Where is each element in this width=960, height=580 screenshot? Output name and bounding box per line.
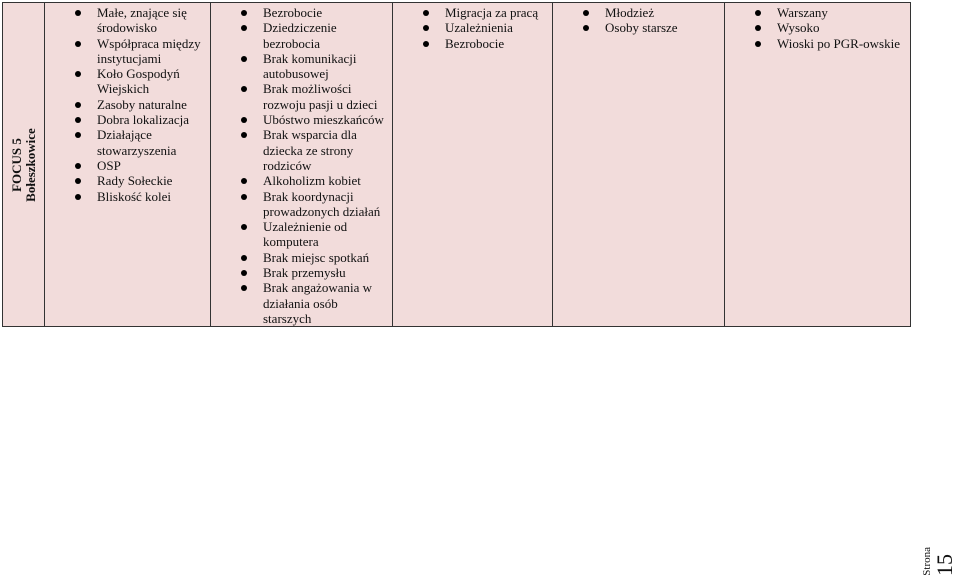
bullet-icon bbox=[75, 102, 81, 108]
target-groups-cell bbox=[553, 3, 725, 327]
bullet-icon bbox=[241, 56, 247, 62]
list-item-text: Bliskość kolei bbox=[97, 188, 172, 204]
bullet-icon bbox=[241, 86, 247, 92]
list-item-text: Uzależnienie od komputera bbox=[263, 219, 348, 250]
bullet-icon bbox=[241, 10, 247, 16]
list-item bbox=[211, 5, 388, 20]
list-item bbox=[211, 20, 388, 51]
list-item bbox=[45, 127, 206, 158]
list-item-text: Bezrobocie bbox=[445, 35, 505, 51]
list-item bbox=[211, 127, 388, 173]
list-item bbox=[211, 250, 388, 265]
strengths-cell bbox=[45, 3, 211, 327]
page-word: Strona bbox=[921, 547, 933, 576]
bullet-icon bbox=[75, 194, 81, 200]
list-item-text: Uzależnienia bbox=[445, 20, 513, 36]
list-item bbox=[45, 36, 206, 67]
list-item-text: Ubóstwo mieszkańców bbox=[263, 112, 384, 128]
list-item bbox=[553, 20, 720, 35]
list-item-text: Osoby starsze bbox=[605, 20, 678, 36]
list-item bbox=[211, 219, 388, 250]
list-item-text: Brak możliwości rozwoju pasji u dzieci bbox=[263, 81, 378, 112]
list-item bbox=[211, 81, 388, 112]
bullet-icon bbox=[241, 117, 247, 123]
list-item-text: Alkoholizm kobiet bbox=[263, 173, 361, 189]
list-item-text: Brak angażowania w działania osób starszych bbox=[263, 280, 373, 326]
bullet-icon bbox=[75, 163, 81, 169]
list-item-text: Wysoko bbox=[777, 20, 820, 36]
list-item bbox=[725, 36, 906, 51]
bullet-icon bbox=[583, 25, 589, 31]
list-item bbox=[725, 20, 906, 35]
list-item bbox=[393, 36, 548, 51]
bullet-icon bbox=[241, 178, 247, 184]
threats-cell bbox=[393, 3, 553, 327]
list-item-text: Dobra lokalizacja bbox=[97, 112, 190, 128]
locations-cell bbox=[725, 3, 911, 327]
list-item-text: Rady Sołeckie bbox=[97, 173, 173, 189]
locations-list bbox=[725, 5, 910, 51]
bullet-icon bbox=[755, 41, 761, 47]
list-item bbox=[211, 265, 388, 280]
bullet-icon bbox=[75, 117, 81, 123]
list-item-text: Wioski po PGR-owskie bbox=[777, 35, 900, 51]
list-item bbox=[725, 5, 906, 20]
weaknesses-cell bbox=[211, 3, 393, 327]
list-item bbox=[211, 280, 388, 326]
bullet-icon bbox=[755, 10, 761, 16]
list-item-text: Brak miejsc spotkań bbox=[263, 249, 370, 265]
list-item-text: Działające stowarzyszenia bbox=[97, 127, 177, 158]
bullet-icon bbox=[423, 41, 429, 47]
page-number: 15 bbox=[932, 554, 957, 576]
bullet-icon bbox=[241, 132, 247, 138]
bullet-icon bbox=[583, 10, 589, 16]
strengths-list bbox=[45, 5, 210, 204]
focus-cell bbox=[3, 3, 45, 327]
threats-list bbox=[393, 5, 552, 51]
list-item bbox=[211, 189, 388, 220]
list-item bbox=[393, 20, 548, 35]
page-footer bbox=[922, 547, 956, 576]
focus-label bbox=[10, 128, 38, 202]
list-item-text: Brak koordynacji prowadzonych działań bbox=[263, 188, 381, 219]
list-item-text: Koło Gospodyń Wiejskich bbox=[97, 66, 180, 97]
bullet-icon bbox=[75, 132, 81, 138]
list-item bbox=[211, 51, 388, 82]
bullet-icon bbox=[241, 255, 247, 261]
list-item-text: Zasoby naturalne bbox=[97, 96, 187, 112]
list-item-text: Brak wsparcia dla dziecka ze strony rodziców bbox=[263, 127, 357, 173]
list-item-text: Bezrobocie bbox=[263, 5, 323, 20]
list-item-text: Brak przemysłu bbox=[263, 265, 346, 281]
bullet-icon bbox=[241, 270, 247, 276]
list-item bbox=[211, 112, 388, 127]
bullet-icon bbox=[75, 71, 81, 77]
list-item bbox=[45, 173, 206, 188]
list-item bbox=[45, 97, 206, 112]
list-item-text: Współpraca między instytucjami bbox=[97, 35, 201, 66]
bullet-icon bbox=[423, 25, 429, 31]
bullet-icon bbox=[241, 194, 247, 200]
weaknesses-list bbox=[211, 5, 392, 326]
bullet-icon bbox=[423, 10, 429, 16]
list-item bbox=[393, 5, 548, 20]
list-item bbox=[553, 5, 720, 20]
list-item-text: Warszany bbox=[777, 5, 828, 20]
bullet-icon bbox=[75, 10, 81, 16]
list-item-text: Małe, znające się środowisko bbox=[97, 5, 187, 36]
bullet-icon bbox=[75, 178, 81, 184]
bullet-icon bbox=[755, 25, 761, 31]
bullet-icon bbox=[241, 224, 247, 230]
list-item bbox=[211, 173, 388, 188]
list-item-text: Migracja za pracą bbox=[445, 5, 539, 20]
list-item-text: Młodzież bbox=[605, 5, 655, 20]
list-item-text: OSP bbox=[97, 157, 121, 173]
target-groups-list bbox=[553, 5, 724, 36]
list-item-text: Dziedziczenie bezrobocia bbox=[263, 20, 337, 51]
list-item bbox=[45, 112, 206, 127]
bullet-icon bbox=[241, 285, 247, 291]
list-item bbox=[45, 66, 206, 97]
focus-table bbox=[2, 2, 911, 327]
list-item bbox=[45, 189, 206, 204]
focus-title: FOCUS 5 bbox=[8, 137, 24, 192]
table-row bbox=[3, 3, 911, 327]
list-item-text: Brak komunikacji autobusowej bbox=[263, 50, 357, 82]
list-item bbox=[45, 158, 206, 173]
list-item bbox=[45, 5, 206, 36]
focus-place: Bołeszkowice bbox=[22, 127, 38, 202]
bullet-icon bbox=[75, 41, 81, 47]
bullet-icon bbox=[241, 25, 247, 31]
